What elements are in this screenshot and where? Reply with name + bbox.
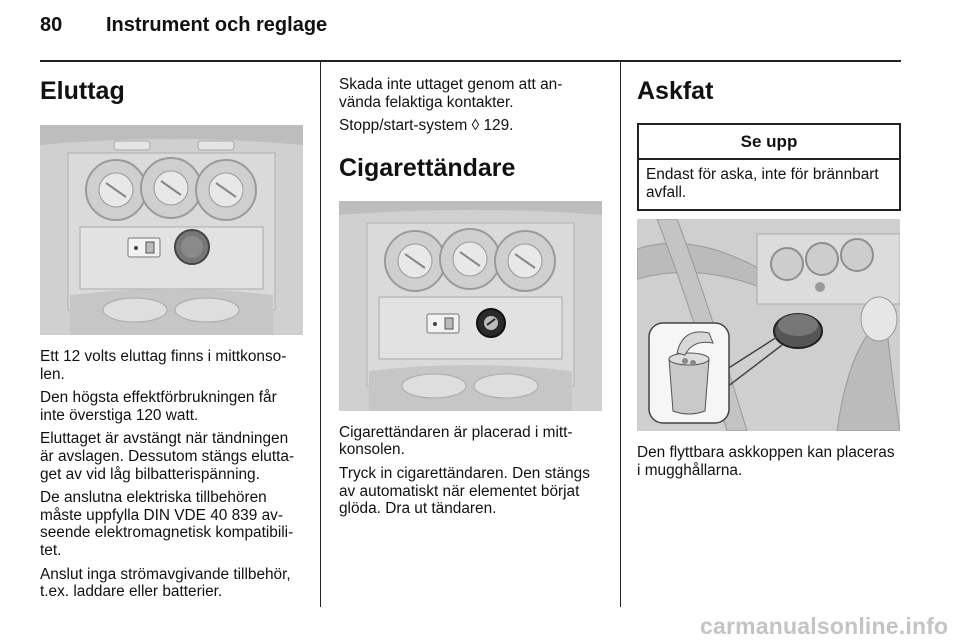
paragraph: Cigarettändaren är placerad i mitt-konsolen.	[339, 423, 573, 459]
column-divider-2	[620, 62, 621, 607]
page-header	[40, 14, 327, 37]
section-heading-cigarettandare: Cigarettändare	[339, 153, 516, 182]
paragraph: Anslut inga strömavgivande tillbehör, t.ex. laddare eller batterier.	[40, 565, 291, 601]
paragraph: Skada inte uttaget genom att an-vända felaktiga kontakter.	[339, 76, 563, 111]
paragraph: De anslutna elektriska tillbehören måste uppfylla DIN VDE 40 839 av-seende elektromagnetisk kompatibili-tet.	[40, 489, 294, 559]
column-eluttag	[40, 62, 305, 601]
paragraph: Tryck in cigarettändaren. Den stängs av automatiskt när elementet börjat glöda. Dra ut tändaren.	[339, 464, 590, 518]
caution-text: Endast för aska, inte för brännbart avfall.	[646, 166, 879, 201]
chapter-title: Instrument och reglage	[106, 14, 328, 36]
caution-box	[637, 123, 901, 211]
paragraph: Den flyttbara askkoppen kan placeras i mugghållarna.	[637, 444, 895, 479]
watermark: carmanualsonline.info	[700, 613, 949, 639]
section-heading-askfat: Askfat	[637, 77, 714, 105]
column-askfat	[637, 62, 901, 479]
section-heading-eluttag: Eluttag	[40, 77, 125, 105]
page-number: 80	[40, 14, 63, 36]
figure-ashtray	[637, 219, 900, 431]
paragraph: Ett 12 volts eluttag finns i mittkonso-len.	[40, 348, 287, 383]
column-divider-1	[320, 62, 321, 607]
paragraph: Den högsta effektförbrukningen får inte överstiga 120 watt.	[40, 389, 277, 424]
paragraph: Eluttaget är avstängt när tändningen är avslagen. Dessutom stängs elutta-get av vid låg bilbatterispänning.	[40, 430, 295, 483]
figure-power-outlet	[40, 125, 303, 335]
caution-title: Se upp	[639, 125, 899, 160]
stop-start-reference: Stopp/start-system ◊ 129.	[339, 117, 514, 135]
figure-cigarette-lighter	[339, 201, 602, 411]
column-cigarettandare	[339, 62, 604, 518]
